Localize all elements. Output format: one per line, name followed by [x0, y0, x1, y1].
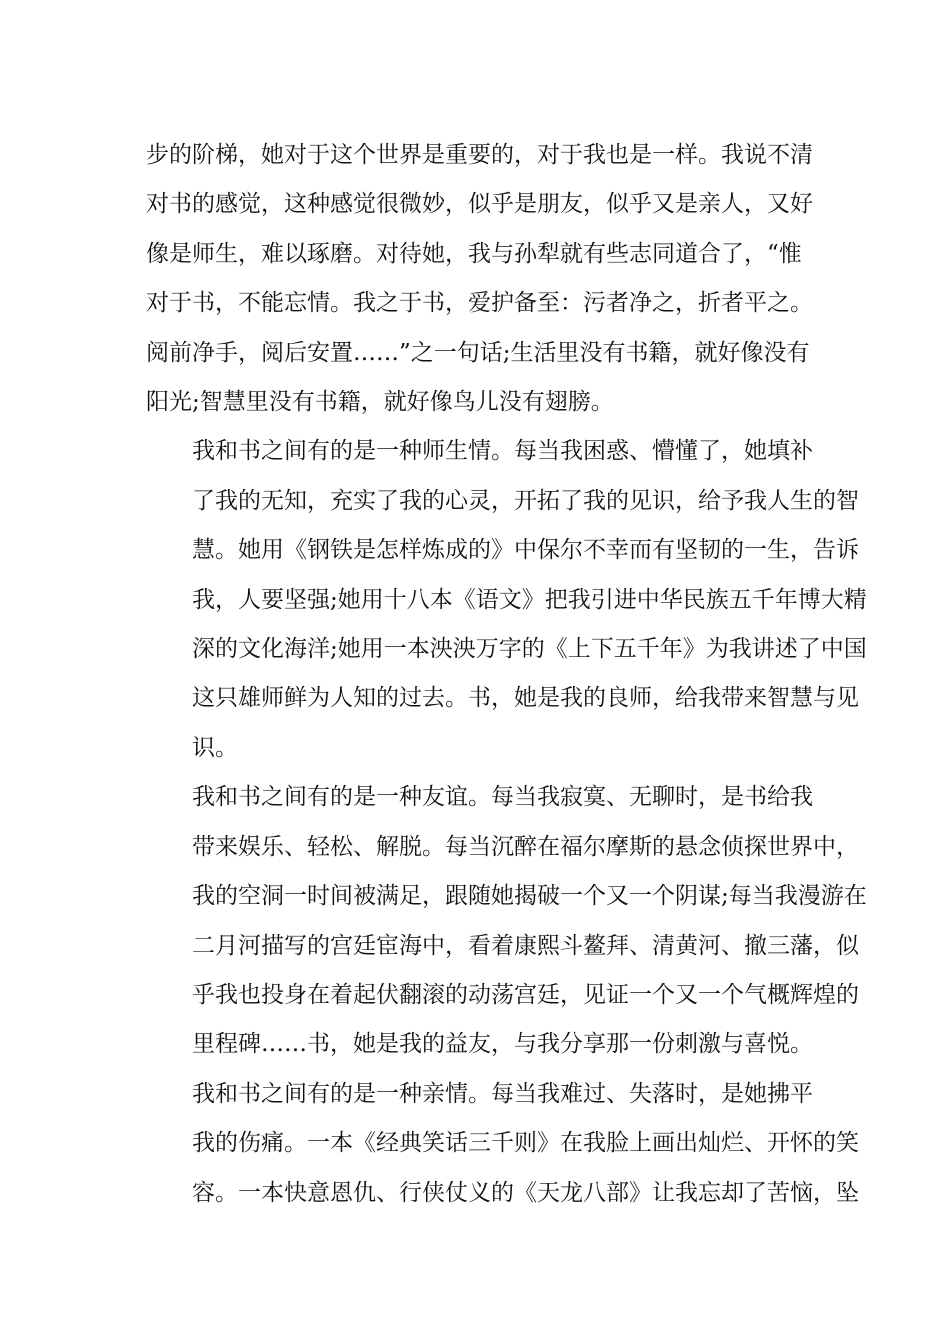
document-body [146, 131, 867, 1218]
paragraph-line: 里程碑……书，她是我的益友，与我分享那一份刺激与喜悦。 [192, 1031, 813, 1058]
paragraph-line: 深的文化海洋;她用一本泱泱万字的《上下五千年》为我讲述了中国 [192, 636, 867, 663]
paragraph-line: 我的空洞一时间被满足，跟随她揭破一个又一个阴谋;每当我漫游在 [192, 883, 867, 910]
paragraph-line: 我和书之间有的是一种友谊。每当我寂寞、无聊时，是书给我 [192, 784, 813, 811]
paragraph-line: 步的阶梯，她对于这个世界是重要的，对于我也是一样。我说不清 [146, 142, 813, 168]
paragraph-line: 了我的无知，充实了我的心灵，开拓了我的见识，给予我人生的智 [192, 487, 859, 514]
paragraph [146, 1070, 859, 1218]
paragraph-line: 对于书，不能忘情。我之于书，爱护备至：污者净之，折者平之。 [146, 290, 813, 317]
paragraph-line: 像是师生，难以琢磨。对待她，我与孙犁就有些志同道合了，“惟 [146, 240, 802, 267]
paragraph [146, 131, 813, 427]
paragraph-line: 我的伤痛。一本《经典笑话三千则》在我脸上画出灿烂、开怀的笑 [192, 1130, 859, 1157]
paragraph-line: 带来娱乐、轻松、解脱。每当沉醉在福尔摩斯的悬念侦探世界中， [192, 833, 859, 860]
paragraph-line: 慧。她用《钢铁是怎样炼成的》中保尔不幸而有坚韧的一生，告诉 [192, 537, 859, 564]
paragraph-line: 阳光;智慧里没有书籍，就好像鸟儿没有翅膀。 [146, 389, 614, 416]
paragraph [146, 427, 867, 773]
paragraph-line: 我，人要坚强;她用十八本《语文》把我引进中华民族五千年博大精 [192, 586, 867, 613]
paragraph-line: 我和书之间有的是一种亲情。每当我难过、失落时，是她拂平 [192, 1080, 813, 1107]
paragraph-line: 二月河描写的宫廷宦海中，看着康熙斗鳌拜、清黄河、撤三藩，似 [192, 932, 859, 959]
paragraph-line: 阅前净手，阅后安置……”之一句话;生活里没有书籍，就好像没有 [146, 339, 810, 366]
paragraph-line: 对书的感觉，这种感觉很微妙，似乎是朋友，似乎又是亲人，又好 [146, 191, 813, 218]
paragraph-line: 我和书之间有的是一种师生情。每当我困惑、懵懂了，她填补 [192, 438, 813, 465]
paragraph-line: 识。 [192, 734, 238, 761]
paragraph-line: 容。一本快意恩仇、行侠仗义的《天龙八部》让我忘却了苦恼，坠 [192, 1179, 859, 1206]
paragraph-line: 这只雄师鲜为人知的过去。书，她是我的良师，给我带来智慧与见 [192, 685, 859, 712]
paragraph [146, 773, 867, 1069]
paragraph-line: 乎我也投身在着起伏翻滚的动荡宫廷，见证一个又一个气概辉煌的 [192, 981, 859, 1008]
